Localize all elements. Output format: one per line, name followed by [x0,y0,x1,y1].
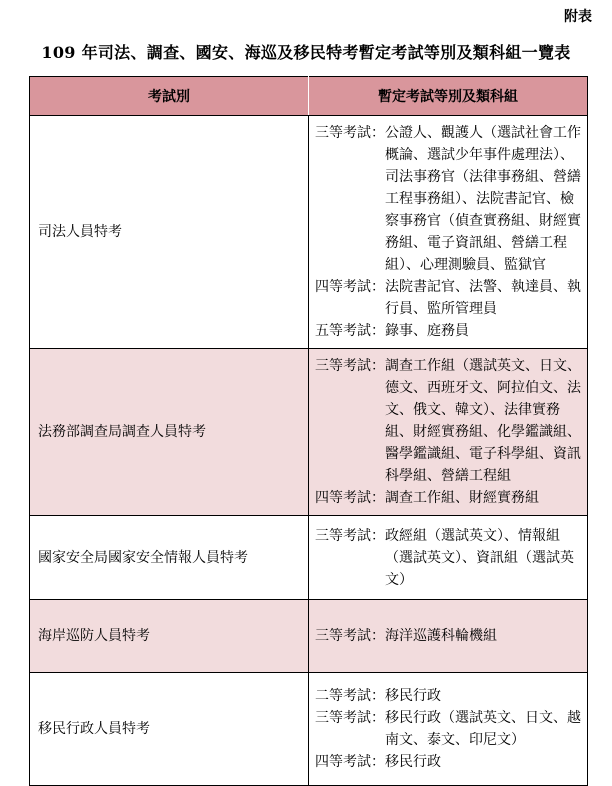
level-entry [315,707,583,751]
level-list [309,349,588,516]
level-entry [315,625,583,647]
level-entry [315,525,583,591]
table-row [30,116,588,349]
level-entry [315,122,583,276]
level-list [309,516,588,600]
level-list [309,116,588,349]
appendix-label: 附表 [564,9,592,25]
level-entry [315,320,583,342]
table-row [30,516,588,600]
column-header-levels: 暫定考試等別及類科組 [309,77,588,116]
level-entry [315,751,583,773]
level-label: 四等考試： [315,490,385,506]
level-subjects: 政經組（選試英文）、情報組（選試英文）、資訊組（選試英文） [385,527,574,588]
level-label: 五等考試： [315,323,385,339]
level-entry [315,355,583,487]
exam-name: 司法人員特考 [30,116,309,349]
exam-table [29,76,588,786]
table-row [30,349,588,516]
column-header-exam: 考試別 [30,77,309,116]
level-entry [315,685,583,707]
level-list [309,673,588,786]
level-label: 三等考試： [315,527,385,544]
table-row [30,673,588,786]
level-label: 三等考試： [315,628,385,644]
level-entry [315,487,583,509]
level-subjects: 調查工作組（選試英文、日文、德文、西班牙文、阿拉伯文、法文、俄文、韓文）、法律實務組、財經實務組、化學鑑識組、醫學鑑識組、電子科學組、資訊科學組、營繕工程組 [385,358,581,484]
level-subjects: 法院書記官、法警、執達員、執行員、監所管理員 [385,279,581,317]
level-subjects: 海洋巡護科輪機組 [385,628,497,644]
level-label: 二等考試： [315,688,385,704]
level-entry [315,276,583,320]
level-subjects: 公證人、觀護人（選試社會工作概論、選試少年事件處理法）、司法事務官（法律事務組、營繕工程事務組）、法院書記官、檢察事務官（偵查實務組、財經實務組、電子資訊組、營繕工程組）、心理測驗員、監獄官 [385,125,581,273]
exam-name: 國家安全局國家安全情報人員特考 [30,516,309,600]
level-label: 三等考試： [315,125,385,141]
level-label: 四等考試： [315,754,385,770]
level-label: 三等考試： [315,710,385,726]
level-subjects: 錄事、庭務員 [385,323,469,339]
level-subjects: 移民行政（選試英文、日文、越南文、泰文、印尼文） [385,710,581,748]
table-row [30,600,588,673]
level-label: 三等考試： [315,358,385,374]
exam-name: 法務部調查局調查人員特考 [30,349,309,516]
exam-name: 海岸巡防人員特考 [30,600,309,673]
level-list [309,600,588,673]
level-label: 四等考試： [315,279,385,295]
exam-name: 移民行政人員特考 [30,673,309,786]
table-header-row [30,77,588,116]
level-subjects: 移民行政 [385,754,441,770]
level-subjects: 移民行政 [385,688,441,704]
level-subjects: 調查工作組、財經實務組 [385,490,539,506]
document-title: 109 年司法、調查、國安、海巡及移民特考暫定考試等別及類科組一覽表 [41,43,571,62]
